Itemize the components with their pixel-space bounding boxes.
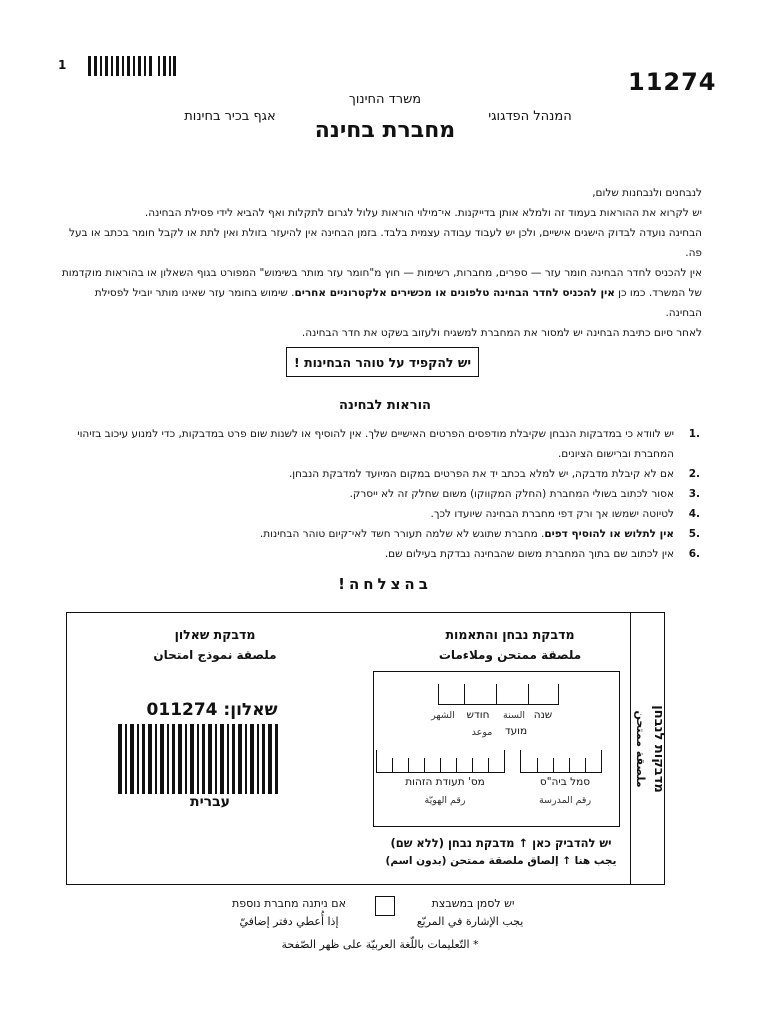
intro-text-part: אין להכניס לחדר הבחינה חומר עזר — ספרים, מחברות, רשימות — חוץ מ"חומר עזר מותר בשימוש" המפורט בגוף השאלון או בהוראות מוקדמות של המשרד. כמו כן — [61, 267, 702, 299]
list-item — [60, 504, 706, 524]
list-item — [60, 544, 706, 564]
item-text — [260, 528, 674, 540]
id-number-label-ar: رقم الهويّة — [424, 795, 466, 806]
field-tick — [553, 758, 554, 772]
list-item — [60, 484, 706, 504]
exams-department-label: אגף בכיר בחינות — [184, 109, 276, 124]
item-number: 2. — [688, 468, 700, 480]
month-label-ar: الشهر — [431, 710, 455, 721]
examinee-sticker-title-ar: ملصقة ممتحن وملاءمات — [438, 648, 582, 662]
stick-here-label: יש להדביק כאן ↑ מדבקת נבחן (ללא שם) — [390, 836, 612, 850]
item-number: 5. — [688, 528, 700, 540]
field-tick — [520, 750, 521, 772]
arabic-instructions-note: * التّعليمات باللّغة العربيّة على ظهر الصّفحة — [281, 938, 479, 951]
field-tick — [424, 758, 425, 772]
school-code-label-ar: رقم المدرسة — [538, 795, 592, 806]
year-label-ar: السنة — [503, 710, 525, 721]
ministry-label: משרד החינוך — [348, 92, 422, 107]
intro-text-part: . שימוש בחומר עזר שאינו מותר יוביל לפסילת הבחינה. — [94, 287, 702, 319]
extra-booklet-label: אם ניתנה מחברת נוספת — [232, 897, 346, 910]
field-baseline — [438, 704, 559, 705]
field-tick — [464, 684, 465, 704]
examinee-sticker-title: מדבקת נבחן והתאמות — [445, 627, 575, 642]
school-code-label: סמל ביה"ס — [539, 776, 591, 788]
item-text: אסור לכתוב בשולי המחברת (החלק המקווקו) משום שחלק זה לא ייסרק. — [349, 488, 674, 500]
vertical-label-he: מדבקות לנבחן — [650, 704, 666, 793]
session-label-ar: موعد — [471, 727, 493, 738]
item-number: 1. — [688, 428, 700, 440]
mark-in-box-label: יש לסמן במשבצת — [431, 897, 515, 910]
stick-here-label-ar: يجب هنا ↑ إلصاق ملصقة ممتحن (بدون اسم) — [385, 855, 617, 867]
item-text-bold: אין לתלוש או להוסיף דפים — [544, 528, 674, 540]
month-label: חודש — [466, 709, 490, 721]
intro-text-bold: אין להכניס לחדר הבחינה טלפונים או מכשירים אלקטרוניים אחרים — [294, 287, 615, 299]
instructions-heading: הוראות לבחינה — [339, 398, 431, 413]
intro-paragraph — [60, 263, 702, 323]
field-tick — [537, 758, 538, 772]
question-sticker-title-ar: ملصقة نموذج امتحان — [153, 648, 277, 662]
field-tick — [376, 750, 377, 772]
pedagogical-director-label: המנהל הפדגוגי — [488, 109, 572, 124]
year-label: שנה — [533, 709, 553, 721]
question-sticker-title: מדבקת שאלון — [174, 627, 256, 642]
field-tick — [392, 758, 393, 772]
field-tick — [440, 758, 441, 772]
question-number: שאלון: 011274 — [146, 700, 278, 720]
instructions-list — [60, 424, 706, 564]
session-label: מועד — [504, 725, 528, 737]
item-text-part: . מחברת שתוגש לא שלמה תעורר חשד לאי־קיום טוהר הבחינות. — [259, 528, 545, 540]
field-tick — [408, 758, 409, 772]
field-tick — [472, 758, 473, 772]
field-tick — [456, 758, 457, 772]
top-barcode — [86, 56, 178, 76]
list-item — [60, 424, 706, 464]
question-barcode — [118, 724, 278, 794]
item-text: אין לכתוב שם בתוך המחברת משום שהבחינה נבדקת בעילום שם. — [384, 548, 674, 560]
item-text: לטיוטה ישמשו אך ורק דפי מחברת הבחינה שיועדו לכך. — [430, 508, 674, 520]
item-number: 6. — [688, 548, 700, 560]
field-tick — [528, 684, 529, 704]
page-number: 1 — [58, 58, 67, 72]
field-baseline — [376, 772, 505, 773]
question-language: עברית — [190, 794, 230, 810]
intro-text — [60, 183, 702, 343]
item-text: אם לא קיבלת מדבקה, יש למלא בכתב יד את הפרטים במקום המיועד למדבקת הנבחן. — [288, 468, 674, 480]
integrity-notice: יש להקפיד על טוהר הבחינות ! — [286, 347, 479, 377]
field-tick — [601, 750, 602, 772]
list-item — [60, 464, 706, 484]
item-text: יש לוודא כי במדבקות הנבחן שקיבלת מודפסים הפרטים האישיים שלך. אין להוסיף או לשנות שום פרט במדבקות, כדי למנוע עיכוב בזיהוי המחברת וברישום הציונים. — [77, 428, 674, 460]
list-item — [60, 524, 706, 544]
field-baseline — [520, 772, 602, 773]
field-tick — [488, 758, 489, 772]
field-tick — [504, 750, 505, 772]
examinee-stickers-label — [632, 612, 665, 885]
field-tick — [558, 684, 559, 704]
exam-number: 11274 — [628, 68, 717, 96]
vertical-label-ar: ملصقة ممتحن — [633, 709, 647, 788]
field-tick — [569, 758, 570, 772]
page-title: מחברת בחינה — [314, 118, 456, 143]
intro-paragraph: יש לקרוא את ההוראות בעמוד זה ולמלא אותן בדייקנות. אי־מילוי הוראות עלול לגרום לתקלות ואף להביא לידי פסילת הבחינה. — [144, 207, 702, 219]
intro-paragraph: לאחר סיום כתיבת הבחינה יש למסור את המחברת למשגיח ולעזוב בשקט את חדר הבחינה. — [301, 327, 702, 339]
field-tick — [438, 684, 439, 704]
field-tick — [585, 758, 586, 772]
mark-in-box-label-ar: يجب الإشارة في المربّع — [416, 915, 524, 928]
item-number: 4. — [688, 508, 700, 520]
field-tick — [496, 684, 497, 704]
item-number: 3. — [688, 488, 700, 500]
extra-booklet-label-ar: إذا أُعطي دفتر إضافيّ — [239, 915, 339, 928]
intro-greeting: לנבחנים ולנבחנות שלום, — [592, 187, 702, 199]
id-number-label: מס' תעודת הזהות — [405, 776, 485, 788]
good-luck-text: בהצלחה! — [338, 575, 432, 593]
intro-paragraph: הבחינה נועדה לבדוק הישגים אישיים, ולכן יש לעבוד עבודה עצמית בלבד. בזמן הבחינה אין להיעזר בזולת ואין לתת או לקבל חומר בכתב או בעל פה. — [69, 227, 702, 259]
extra-booklet-checkbox[interactable] — [375, 896, 395, 916]
